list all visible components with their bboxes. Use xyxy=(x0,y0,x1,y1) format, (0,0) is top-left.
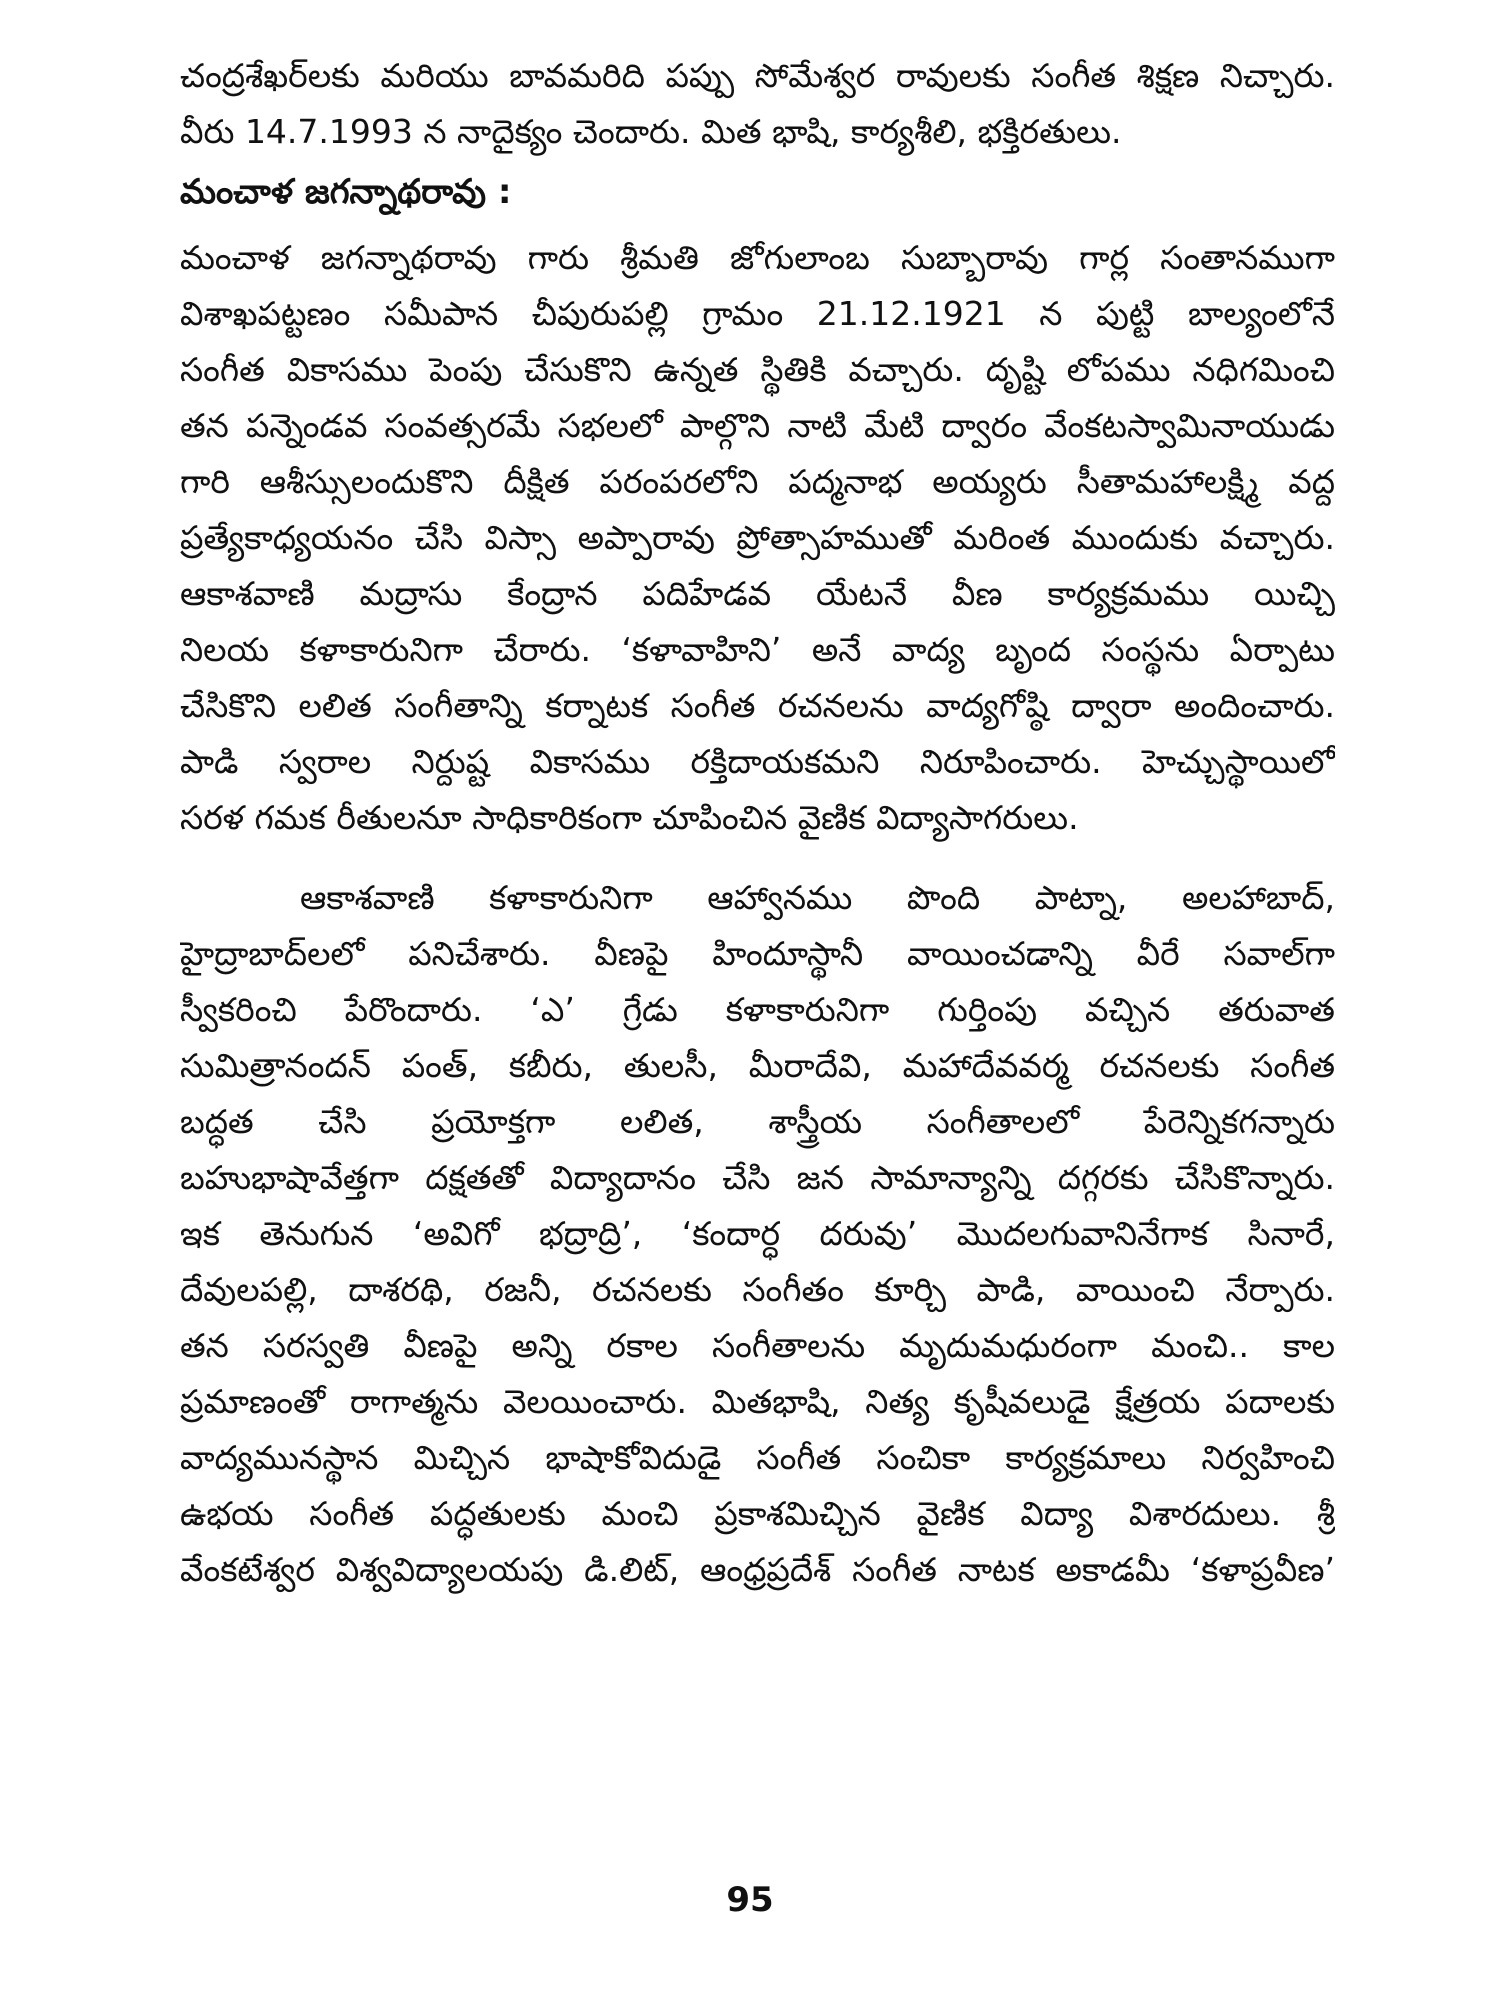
text-line: గారి ఆశీస్సులందుకొని దీక్షిత పరంపరలోని పద్మనాభ అయ్యరు సీతామహాలక్ష్మి వద్ద xyxy=(180,462,1335,501)
text-line: ప్రమాణంతో రాగాత్మను వెలయించారు. మితభాషి, నిత్య కృషీవలుడై క్షేత్రయ పదాలకు xyxy=(180,1382,1335,1421)
text-line: హైద్రాబాద్‌లలో పనిచేశారు. వీణపై హిందూస్థానీ వాయించడాన్ని వీరే సవాల్‌గా xyxy=(180,934,1335,973)
text-line: మంచాళ జగన్నాథరావు గారు శ్రీమతి జోగులాంబ సుబ్బారావు గార్ల సంతానముగా xyxy=(180,238,1335,277)
text-line: వాద్యమునస్థాన మిచ్చిన భాషాకోవిదుడై సంగీత సంచికా కార్యక్రమాలు నిర్వహించి xyxy=(180,1438,1335,1477)
section-heading: మంచాళ జగన్నాథరావు : xyxy=(180,172,512,212)
text-line: బహుభాషావేత్తగా దక్షతతో విద్యాదానం చేసి జన సామాన్యాన్ని దగ్గరకు చేసికొన్నారు. xyxy=(180,1158,1335,1197)
text-line: విశాఖపట్టణం సమీపాన చీపురుపల్లి గ్రామం 21.12.1921 న పుట్టి బాల్యంలోనే xyxy=(180,294,1335,333)
text-line: పాడి స్వరాల నిర్దుష్ట వికాసము రక్తిదాయకమని నిరూపించారు. హెచ్చుస్థాయిలో xyxy=(180,742,1335,781)
text-line: సరళ గమక రీతులనూ సాధికారికంగా చూపించిన వైణిక విద్యాసాగరులు. xyxy=(180,798,1079,837)
text-line: నిలయ కళాకారునిగా చేరారు. ‘కళావాహిని’ అనే వాద్య బృంద సంస్థను ఏర్పాటు xyxy=(180,630,1335,669)
text-line: ప్రత్యేకాధ్యయనం చేసి విస్సా అప్పారావు ప్రోత్సాహముతో మరింత ముందుకు వచ్చారు. xyxy=(180,518,1335,557)
paragraph-gap xyxy=(180,846,1335,870)
text-line: ఇక తెనుగున ‘అవిగో భద్రాద్రి’, ‘కందార్ధ దరువు’ మొదలగువానినేగాక సినారే, xyxy=(180,1214,1335,1253)
text-line: సంగీత వికాసము పెంపు చేసుకొని ఉన్నత స్థితికి వచ్చారు. దృష్టి లోపము నధిగమించి xyxy=(180,350,1335,389)
text-line: బద్ధత చేసి ప్రయోక్తగా లలిత, శాస్త్రీయ సంగీతాలలో పేరెన్నికగన్నారు xyxy=(180,1102,1335,1141)
intro-paragraph xyxy=(180,48,1335,160)
text-line: దేవులపల్లి, దాశరథి, రజనీ, రచనలకు సంగీతం కూర్చి పాడి, వాయించి నేర్పారు. xyxy=(180,1270,1335,1309)
text-line: స్వీకరించి పేరొందారు. ‘ఎ’ గ్రేడు కళాకారునిగా గుర్తింపు వచ్చిన తరువాత xyxy=(180,990,1335,1029)
text-line: ఉభయ సంగీత పద్ధతులకు మంచి ప్రకాశమిచ్చిన వైణిక విద్యా విశారదులు. శ్రీ xyxy=(180,1494,1335,1533)
paragraph-1 xyxy=(180,230,1335,846)
paragraph-2 xyxy=(180,870,1335,1598)
text-line: తన సరస్వతి వీణపై అన్ని రకాల సంగీతాలను మృదుమధురంగా మంచి.. కాల xyxy=(180,1326,1335,1365)
text-line: ఆకాశవాణి మద్రాసు కేంద్రాన పదిహేడవ యేటనే వీణ కార్యక్రమము యిచ్చి xyxy=(180,574,1335,613)
text-line: చంద్రశేఖర్‌లకు మరియు బావమరిది పప్పు సోమేశ్వర రావులకు సంగీత శిక్షణ నిచ్చారు. xyxy=(180,56,1335,95)
text-line: వేంకటేశ్వర విశ్వవిద్యాలయపు డి.లిట్, ఆంధ్రప్రదేశ్ సంగీత నాటక అకాడమీ ‘కళాప్రవీణ’ xyxy=(180,1550,1335,1589)
page-number: 95 xyxy=(726,1880,774,1920)
text-line: సుమిత్రానందన్ పంత్, కబీరు, తులసీ, మీరాదేవి, మహాదేవవర్మ రచనలకు సంగీత xyxy=(180,1046,1335,1085)
text-line: తన పన్నెండవ సంవత్సరమే సభలలో పాల్గొని నాటి మేటి ద్వారం వేంకటస్వామినాయుడు xyxy=(180,406,1335,445)
text-line: వీరు 14.7.1993 న నాదైక్యం చెందారు. మిత భాషి, కార్యశీలి, భక్తిరతులు. xyxy=(180,112,1122,151)
text-line: చేసికొని లలిత సంగీతాన్ని కర్నాటక సంగీత రచనలను వాద్యగోష్ఠి ద్వారా అందించారు. xyxy=(180,686,1335,725)
page-text xyxy=(180,48,1335,1598)
text-line: ఆకాశవాణి కళాకారునిగా ఆహ్వానము పొంది పాట్నా, అలహాబాద్, xyxy=(300,878,1335,917)
